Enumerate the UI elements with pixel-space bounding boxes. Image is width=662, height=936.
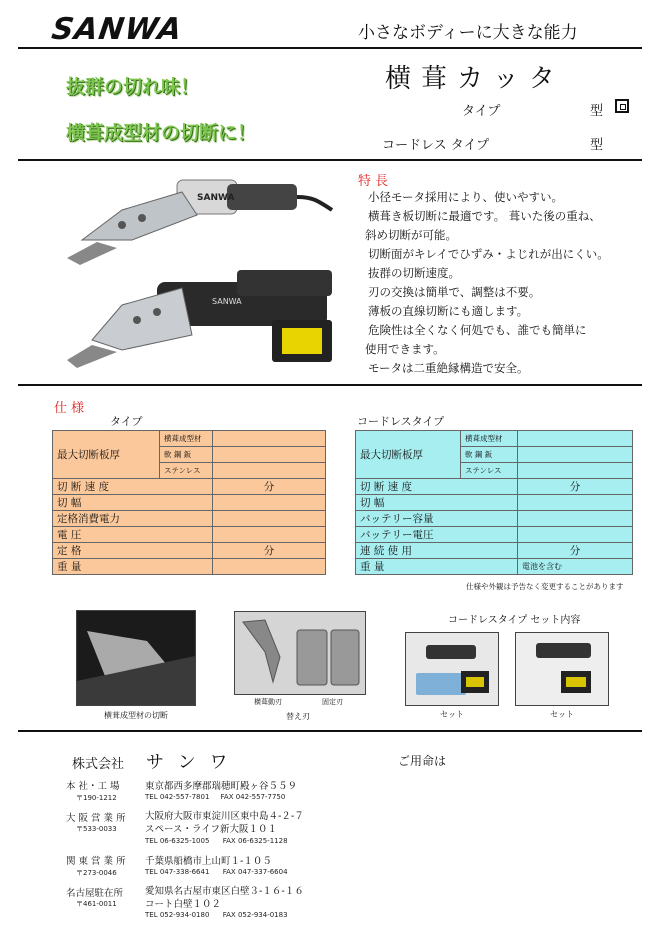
feature-item: 使用できます。 (365, 342, 445, 356)
product-photo (62, 170, 352, 372)
divider (18, 730, 642, 732)
spec-row-unit: 分 (518, 543, 633, 559)
set-caption-1: セット (440, 710, 464, 719)
spec-row-unit (213, 495, 326, 511)
spec-row-label: バッテリー電圧 (356, 527, 518, 543)
spec-row-label: バッテリー容量 (356, 511, 518, 527)
feature-item: 刃の交換は簡単で、調整は不要。 (368, 285, 541, 299)
catch-line-2: 横葺成型材の切断に！ (66, 122, 257, 144)
spec-row-unit (518, 495, 633, 511)
office-tel: TEL 052-934-0180 FAX 052-934-0183 (145, 911, 288, 919)
spec-row-label: 切 断 速 度 (356, 479, 518, 495)
feature-item: 横葺き板切断に最適です。 葺いた後の重ね、 (368, 209, 601, 223)
spec-material: 横葺成型材 (461, 431, 518, 447)
spec-row-unit: 分 (213, 543, 326, 559)
spec-heading: 仕 様 (54, 401, 85, 416)
spec-material: 軟 鋼 鈑 (160, 447, 213, 463)
feature-item: 小径モータ採用により、使いやすい。 (368, 190, 564, 204)
office-name: 関 東 営 業 所 (66, 856, 126, 867)
spec-row-unit: 分 (518, 479, 633, 495)
corded-shear-image (67, 180, 332, 265)
spec-material: 軟 鋼 鈑 (461, 447, 518, 463)
feature-item: 薄板の直線切断にも適します。 (368, 304, 529, 318)
spec-row-label: 重 量 (53, 559, 213, 575)
office-zip: 〒461-0011 (76, 900, 117, 908)
office-address: 千葉県船橋市上山町１-１０５ (145, 856, 272, 867)
spec-note: 仕様や外観は予告なく変更することがあります (466, 582, 624, 591)
spec-row-label: 連 続 使 用 (356, 543, 518, 559)
spec-row-label: 切 断 速 度 (53, 479, 213, 495)
svg-text:SANWA: SANWA (197, 193, 235, 203)
features-heading: 特 長 (358, 174, 389, 189)
set-caption-2: セット (550, 710, 574, 719)
set-title: コードレスタイプ セット内容 (448, 615, 581, 626)
spec-max-label: 最大切断板厚 (356, 431, 461, 479)
spec-material: ステンレス (461, 463, 518, 479)
spec-row-unit (213, 527, 326, 543)
cordless-shear-image (67, 270, 332, 368)
cordless-type-label: コードレス タイプ (382, 138, 490, 153)
office-zip: 〒190-1212 (76, 794, 117, 802)
office-tel: TEL 042-557-7801 FAX 042-557-7750 (145, 793, 286, 801)
type-label: タイプ (462, 104, 501, 119)
spec-row-unit (518, 511, 633, 527)
spec-row-label: 切 幅 (356, 495, 518, 511)
spec-row-unit (213, 559, 326, 575)
feature-item: モータは二重絶縁構造で安全。 (368, 361, 529, 375)
office-name: 名古屋駐在所 (66, 888, 124, 899)
set-photo-1 (405, 632, 499, 706)
office-zip: 〒533-0033 (76, 825, 117, 833)
spec-row-unit: 電池を含む (518, 559, 633, 575)
divider (18, 47, 642, 49)
company-name: サ ン ワ (146, 752, 232, 773)
square-icon (615, 99, 629, 113)
office-tel: TEL 06-6325-1005 FAX 06-6325-1128 (145, 837, 288, 845)
blade-moving-label: 横葺動刃 (254, 698, 282, 706)
spec-max-label: 最大切断板厚 (53, 431, 160, 479)
spec-row-label: 定 格 (53, 543, 213, 559)
spec-material: ステンレス (160, 463, 213, 479)
feature-item: 危険性は全くなく何処でも、誰でも簡単に (368, 323, 587, 337)
divider (18, 159, 642, 161)
spec-row-unit (518, 527, 633, 543)
company-prefix: 株式会社 (72, 757, 125, 772)
svg-text:SANWA: SANWA (212, 297, 242, 306)
feature-item: 切断面がキレイでひずみ・よじれが出にくい。 (368, 247, 609, 261)
spec-row-label: 定格消費電力 (53, 511, 213, 527)
set-photo-2 (515, 632, 609, 706)
spec-table-cordless (355, 430, 633, 575)
model-label: 型 (590, 104, 604, 119)
office-tel: TEL 047-338-6641 FAX 047-337-6604 (145, 868, 288, 876)
cutting-caption: 横葺成型材の切断 (104, 711, 168, 720)
office-address: 愛知県名古屋市東区白壁３-１６-１６ コート白壁１０２ (145, 886, 304, 910)
feature-item: 抜群の切断速度。 (368, 266, 460, 280)
spec-right-title: コードレスタイプ (357, 415, 445, 428)
slogan: 小さなボディーに大きな能力 (358, 23, 578, 43)
feature-item: 斜め切断が可能。 (365, 228, 457, 242)
product-title: 横葺カッタ (385, 64, 565, 94)
office-zip: 〒273-0046 (76, 869, 117, 877)
catch-line-1: 抜群の切れ味！ (66, 76, 200, 98)
blade-photo (234, 611, 366, 695)
blade-caption: 替え刃 (286, 712, 310, 721)
cutting-photo (76, 610, 196, 706)
spec-row-label: 切 幅 (53, 495, 213, 511)
sanwa-logo: SANWA (49, 12, 185, 47)
office-name: 本 社・工 場 (66, 781, 120, 792)
spec-row-unit (213, 511, 326, 527)
spec-row-label: 電 圧 (53, 527, 213, 543)
spec-row-label: 重 量 (356, 559, 518, 575)
blade-fixed-label: 固定刃 (322, 698, 343, 706)
spec-row-unit: 分 (213, 479, 326, 495)
office-address: 東京都西多摩郡瑞穂町殿ヶ谷５５９ (145, 781, 298, 792)
cordless-model-label: 型 (590, 138, 604, 153)
office-address: 大阪府大阪市東淀川区東中島４-２-７ スペース・ライフ新大阪１０１ (145, 811, 304, 835)
divider (18, 384, 642, 386)
inquiry-label: ご用命は (398, 754, 447, 768)
office-name: 大 阪 営 業 所 (66, 813, 126, 824)
spec-material: 横葺成型材 (160, 431, 213, 447)
spec-table-corded (52, 430, 326, 575)
spec-left-title: タイプ (110, 415, 143, 428)
